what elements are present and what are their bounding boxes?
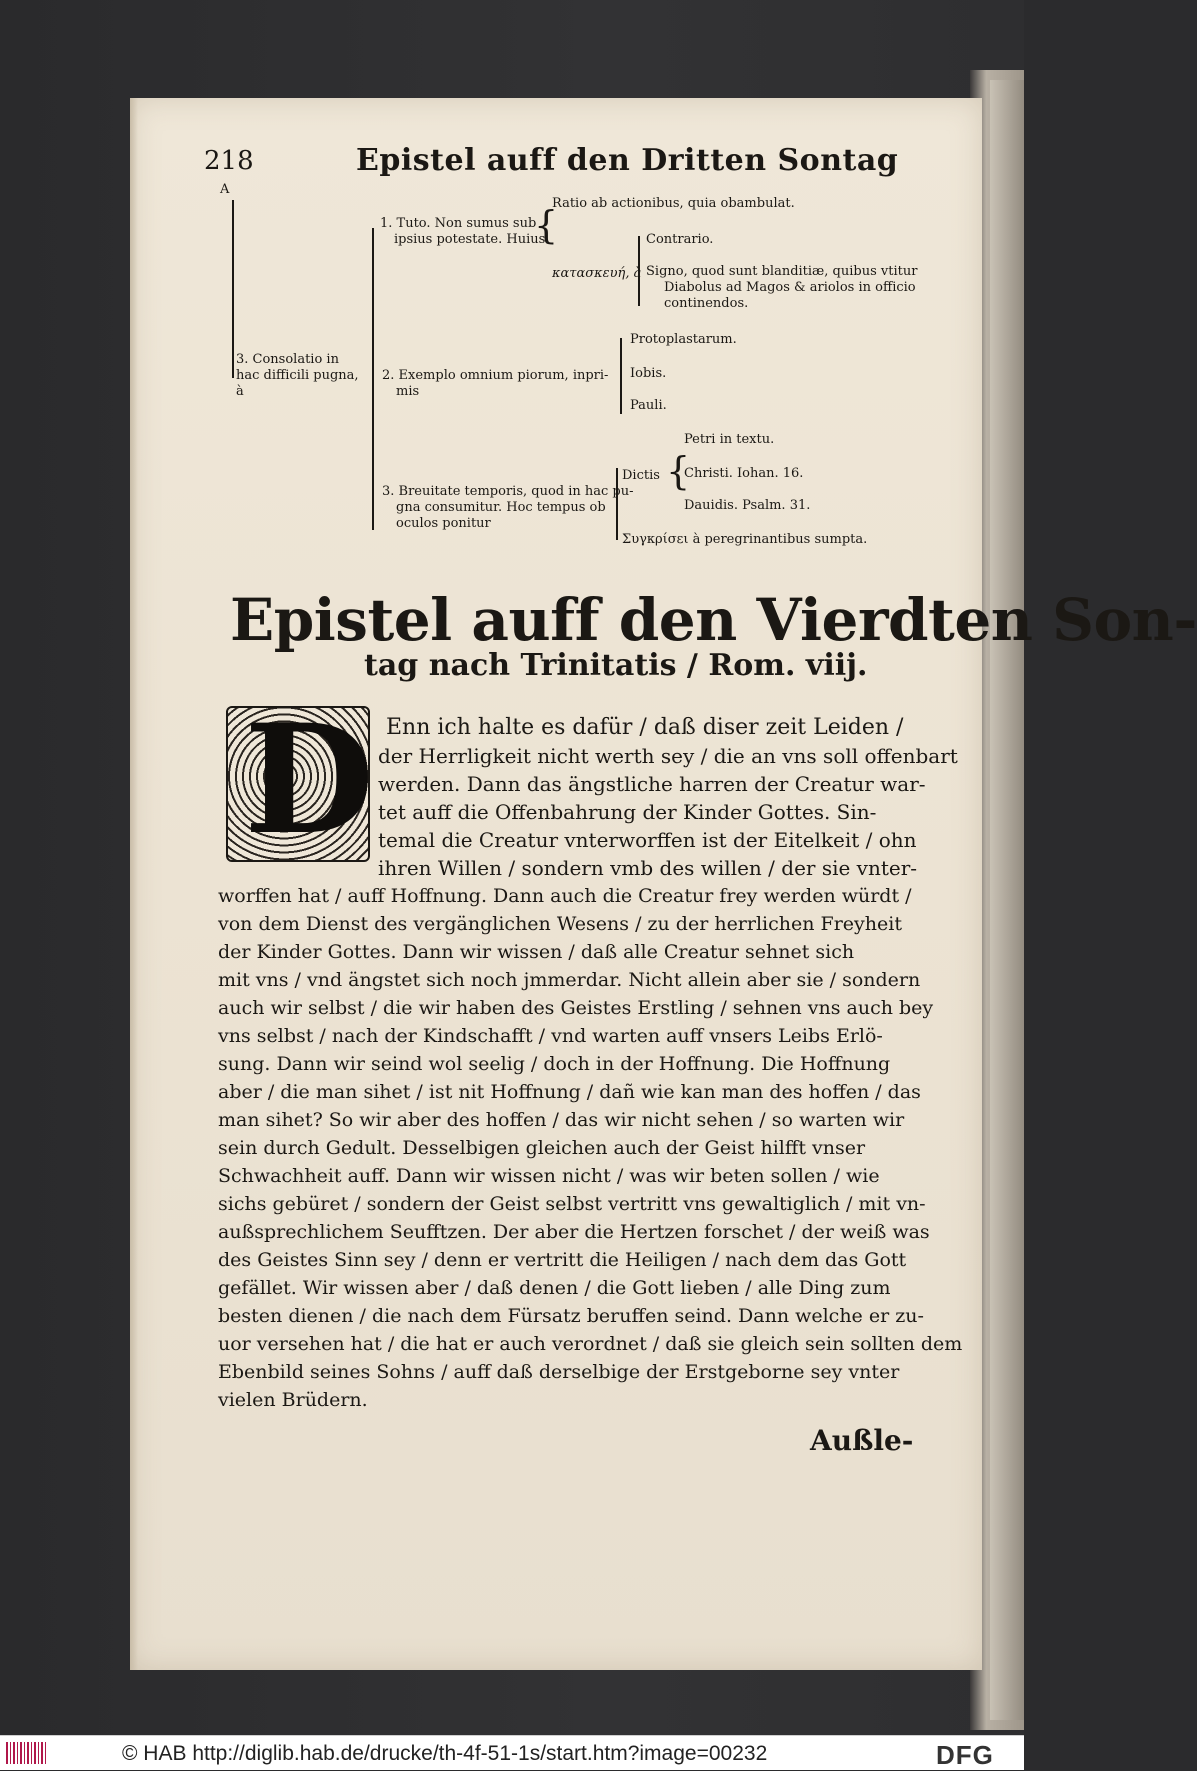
outline-main-bracket xyxy=(232,200,234,378)
section-heading-line1: Epistel auff den Vierdten Son- xyxy=(230,586,1197,654)
sub2-item-1: Protoplastarum. xyxy=(630,332,737,347)
body-line: tet auff die Offenbahrung der Kinder Gottes. Sin- xyxy=(378,800,877,824)
body-line: sichs gebüret / sondern der Geist selbst vertritt vns gewaltiglich / mit vn- xyxy=(218,1193,926,1215)
sub3-dictis-item-3: Dauidis. Psalm. 31. xyxy=(684,498,811,513)
sub3-dictis-item-1: Petri in textu. xyxy=(684,432,775,447)
drop-cap-letter: D xyxy=(244,692,375,868)
body-line: ihren Willen / sondern vmb des willen / der sie vnter- xyxy=(378,856,918,880)
section-heading-line2: tag nach Trinitatis / Rom. viij. xyxy=(364,648,868,683)
sub2-bracket xyxy=(620,338,622,414)
body-line: uor versehen hat / die hat er auch verordnet / daß sie gleich sein sollten dem xyxy=(218,1333,963,1355)
sub3-label-3: oculos ponitur xyxy=(396,516,491,531)
body-line: auch wir selbst / die wir haben des Geistes Erstling / sehnen vns auch bey xyxy=(218,997,934,1019)
body-line: vns selbst / nach der Kindschafft / vnd warten auff vnsers Leibs Erlö- xyxy=(218,1025,883,1047)
sub3-dictis-brace: { xyxy=(666,449,691,493)
dfg-logo: DFG xyxy=(936,1740,994,1770)
body-line: aber / die man sihet / ist nit Hoffnung / dañ wie kan man des hoffen / das xyxy=(218,1081,921,1103)
body-line: der Kinder Gottes. Dann wir wissen / daß alle Creatur sehnet sich xyxy=(218,941,855,963)
body-line: man sihet? So wir aber des hoffen / das wir nicht sehen / so warten wir xyxy=(218,1109,905,1131)
body-line: außsprechlichem Seufftzen. Der aber die Hertzen forschet / der weiß was xyxy=(218,1221,930,1243)
body-line: werden. Dann das ängstliche harren der Creatur war- xyxy=(378,772,926,796)
body-line: besten dienen / die nach dem Fürsatz beruffen seind. Dann welche er zu- xyxy=(218,1305,924,1327)
sub1-inner-bracket xyxy=(638,236,640,306)
sub1-label-2: ipsius potestate. Huius xyxy=(394,232,546,247)
outline-main-item: 3. Consolatio in hac difficili pugna, à xyxy=(236,352,359,399)
sub1-brace: { xyxy=(534,203,559,247)
outline-level2-bracket xyxy=(372,228,374,530)
page-gutter-shadow xyxy=(130,98,138,1670)
body-line: temal die Creatur vnterworffen ist der Eitelkeit / ohn xyxy=(378,828,917,852)
sub3-label-2: gna consumitur. Hoc tempus ob xyxy=(396,500,606,515)
sub3-dictis: Dictis xyxy=(622,468,660,483)
sub1-contrario: Contrario. xyxy=(646,232,714,247)
body-line: Enn ich halte es dafür / daß diser zeit Leiden / xyxy=(386,715,904,740)
book-edge-inner xyxy=(990,80,1024,1720)
sub1-greek-label: κατασκευή, à xyxy=(552,266,642,281)
body-line: von dem Dienst des vergänglichen Wesens / zu der herrlichen Freyheit xyxy=(218,913,902,935)
sub1-signo-1: Signo, quod sunt blanditiæ, quibus vtitur xyxy=(646,264,918,279)
sub3-dictis-item-2: Christi. Iohan. 16. xyxy=(684,466,804,481)
body-line: sung. Dann wir seind wol seelig / doch in der Hoffnung. Die Hoffnung xyxy=(218,1053,891,1075)
sub3-bracket xyxy=(616,468,618,540)
sub1-ratio: Ratio ab actionibus, quia obambulat. xyxy=(552,196,795,211)
body-line: Ebenbild seines Sohns / auff daß derselbige der Erstgeborne sey vnter xyxy=(218,1361,900,1383)
body-line: Schwachheit auff. Dann wir wissen nicht / was wir beten sollen / wie xyxy=(218,1165,880,1187)
sub3-label-1: 3. Breuitate temporis, quod in hac pu- xyxy=(382,484,634,499)
sub1-signo-2: Diabolus ad Magos & ariolos in officio xyxy=(664,280,916,295)
running-title: Epistel auff den Dritten Sontag xyxy=(356,143,899,178)
sub2-item-2: Iobis. xyxy=(630,366,667,381)
body-line: worffen hat / auff Hoffnung. Dann auch die Creatur frey werden würdt / xyxy=(218,885,912,907)
sub1-label-1: 1. Tuto. Non sumus sub xyxy=(380,216,537,231)
sub2-label-1: 2. Exemplo omnium piorum, inpri- xyxy=(382,368,609,383)
sub2-label-2: mis xyxy=(396,384,420,399)
footer-credit-link[interactable]: © HAB http://diglib.hab.de/drucke/th-4f-51-1s/start.htm?image=00232 xyxy=(122,1742,768,1765)
body-line: mit vns / vnd ängstet sich noch jmmerdar. Nicht allein aber sie / sondern xyxy=(218,969,921,991)
body-line: der Herrligkeit nicht werth sey / die an vns soll offenbart xyxy=(378,744,958,768)
body-line: sein durch Gedult. Desselbigen gleichen auch der Geist hilfft vnser xyxy=(218,1137,866,1159)
sub3-greek-comparison: Συγκρίσει à peregrinantibus sumpta. xyxy=(622,532,868,547)
page-number: 218 xyxy=(204,146,254,176)
body-line: gefället. Wir wissen aber / daß denen / die Gott lieben / alle Ding zum xyxy=(218,1277,891,1299)
body-line: vielen Brüdern. xyxy=(218,1389,368,1411)
catchword: Außle- xyxy=(810,1424,914,1457)
sub2-item-3: Pauli. xyxy=(630,398,667,413)
sub1-signo-3: continendos. xyxy=(664,296,749,311)
section-marker: A xyxy=(220,182,230,197)
hab-logo-icon xyxy=(6,1742,48,1764)
body-line: des Geistes Sinn sey / denn er vertritt die Heiligen / nach dem das Gott xyxy=(218,1249,907,1271)
